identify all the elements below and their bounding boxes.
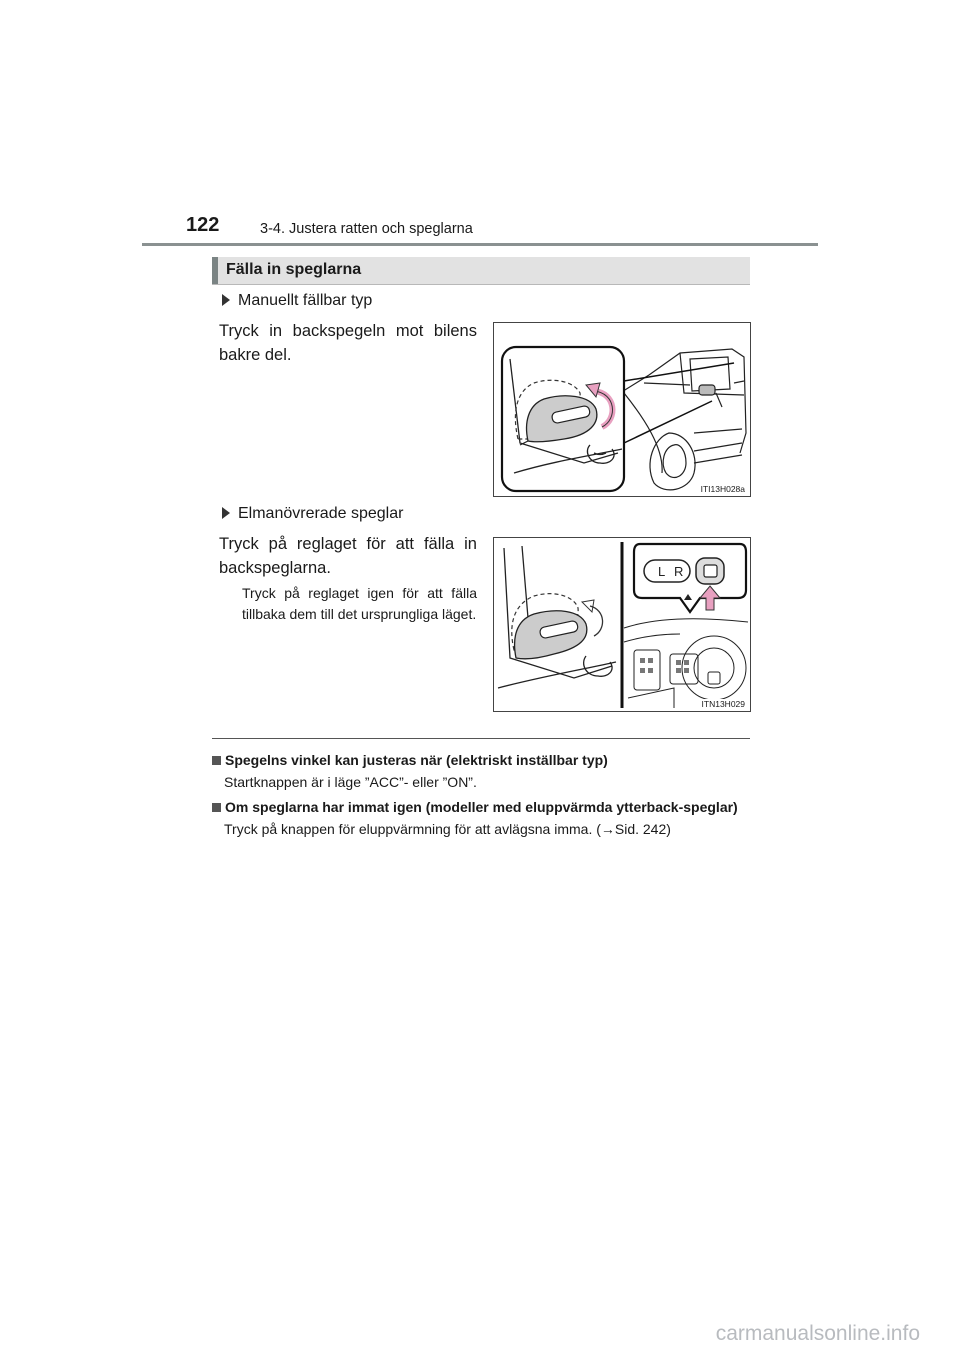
note-1-heading (212, 751, 750, 770)
note-1 (212, 751, 750, 792)
manual-subheading-label: Manuellt fällbar typ (238, 292, 373, 309)
page-number: 122 (186, 214, 220, 236)
electric-subheading (222, 505, 403, 523)
figure-manual-mirror (493, 322, 751, 497)
section-heading (212, 257, 750, 285)
notes-divider (212, 738, 750, 739)
manual-instruction: Tryck in backspegeln mot bilens bakre del. (219, 322, 477, 364)
figure-code-electric: ITN13H029 (701, 699, 745, 709)
note-1-heading-text: Spegelns vinkel kan justeras när (elektriskt inställbar typ) (225, 752, 608, 768)
section-title: Fälla in speglarna (226, 261, 362, 278)
figure-code-manual: ITI13H028a (700, 484, 745, 494)
manual-mirror-illustration (494, 323, 750, 496)
manual-subheading (222, 292, 372, 310)
electric-instruction: Tryck på reglaget för att fälla in backspeglarna. (219, 535, 477, 577)
header-divider (142, 243, 818, 246)
square-bullet-icon (212, 803, 221, 812)
chapter-title: 3-4. Justera ratten och speglarna (260, 221, 473, 237)
electric-subheading-label: Elmanövrerade speglar (238, 505, 404, 522)
watermark: carmanualsonline.info (715, 1322, 920, 1345)
section-accent (212, 257, 218, 284)
note-2-body: Tryck på knappen för eluppvärmning för att avlägsna imma. (→Sid. 242) (224, 821, 671, 837)
note-2-heading-text: Om speglarna har immat igen (modeller med eluppvärmda ytterback-speglar) (225, 799, 738, 815)
note-2-heading (212, 798, 750, 817)
switch-label-l: L (658, 564, 666, 579)
electric-note: Tryck på reglaget igen för att fälla tillbaka dem till det ursprungliga läget. (242, 585, 477, 622)
electric-mirror-illustration (494, 538, 750, 711)
square-bullet-icon (212, 756, 221, 765)
bullet-triangle-icon (222, 507, 230, 519)
note-1-body: Startknappen är i läge ”ACC”- eller ”ON”. (224, 774, 477, 790)
bullet-triangle-icon (222, 294, 230, 306)
switch-label-r: R (674, 564, 684, 579)
note-2 (212, 798, 750, 839)
figure-electric-mirror (493, 537, 751, 712)
